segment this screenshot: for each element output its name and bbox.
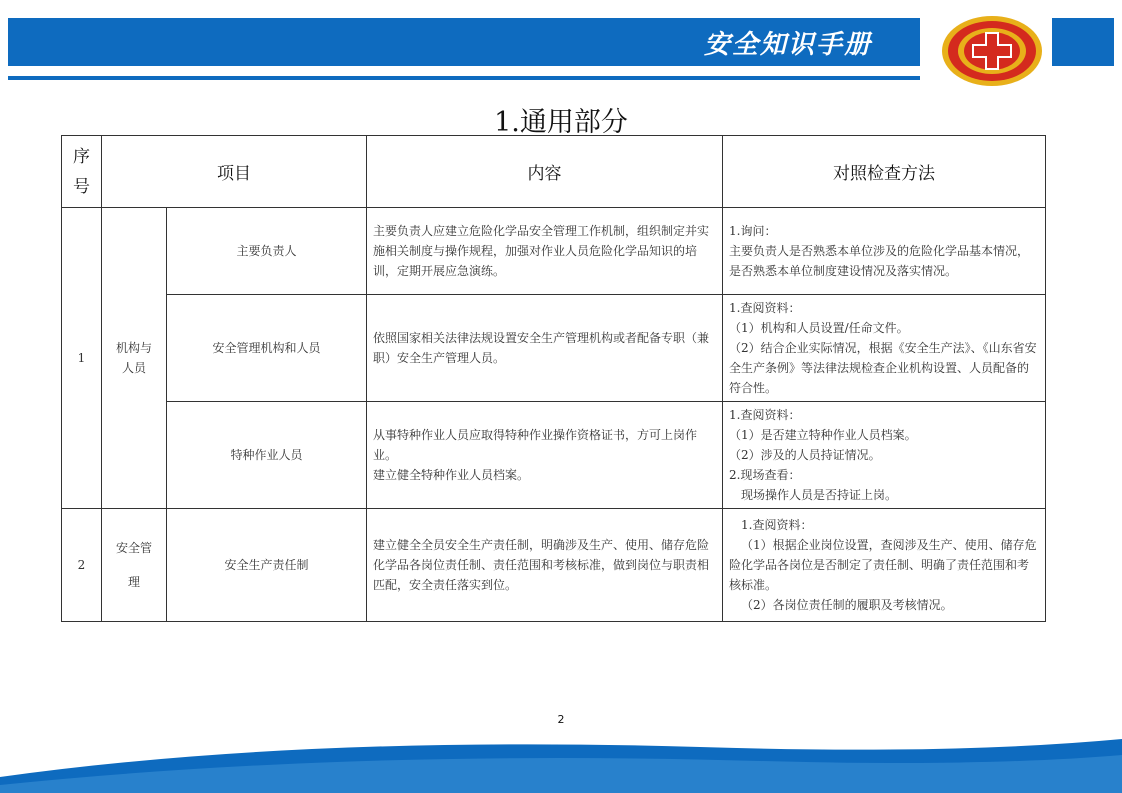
table-row bbox=[62, 208, 1046, 295]
header-method: 对照检查方法 bbox=[723, 136, 1046, 208]
row-item: 安全管理机构和人员 bbox=[167, 295, 367, 402]
table-header-row bbox=[62, 136, 1046, 208]
method-line: （2）结合企业实际情况，根据《安全生产法》、《山东省安全生产条例》等法律法规检查企业机构设置、人员配备的符合性。 bbox=[729, 341, 1037, 395]
method-line: 2.现场查看： bbox=[729, 468, 801, 482]
method-line: （2）涉及的人员持证情况。 bbox=[729, 448, 881, 462]
table-row bbox=[62, 402, 1046, 509]
header-banner-right bbox=[1052, 18, 1114, 66]
row-num: 2 bbox=[62, 509, 102, 622]
row-content bbox=[367, 402, 723, 509]
row-content bbox=[367, 208, 723, 295]
content-line: 主要负责人应建立危险化学品安全管理工作机制，组织制定并实施相关制度与操作规程，加强对作业人员危险化学品知识的培训，定期开展应急演练。 bbox=[373, 224, 710, 278]
method-line: （1）机构和人员设置/任命文件。 bbox=[729, 321, 909, 335]
row-method bbox=[723, 402, 1046, 509]
row-method bbox=[723, 295, 1046, 402]
inspection-table bbox=[61, 135, 1046, 622]
row-num: 1 bbox=[62, 208, 102, 509]
header-title: 安全知识手册 bbox=[703, 30, 872, 60]
row-method bbox=[723, 509, 1046, 622]
row-item: 主要负责人 bbox=[167, 208, 367, 295]
page-number: 2 bbox=[557, 713, 565, 726]
method-line: 主要负责人是否熟悉本单位涉及的危险化学品基本情况，是否熟悉本单位制度建设情况及落实情况。 bbox=[729, 244, 1030, 278]
row-item: 安全生产责任制 bbox=[167, 509, 367, 622]
content-line: 从事特种作业人员应取得特种作业操作资格证书，方可上岗作业。 bbox=[373, 428, 698, 462]
content-line: 依照国家相关法律法规设置安全生产管理机构或者配备专职（兼职）安全生产管理人员。 bbox=[373, 331, 710, 365]
header-content: 内容 bbox=[367, 136, 723, 208]
row-method bbox=[723, 208, 1046, 295]
method-line: 1.询问： bbox=[729, 224, 777, 238]
content-line: 建立健全特种作业人员档案。 bbox=[373, 468, 530, 482]
content-line: 建立健全全员安全生产责任制，明确涉及生产、使用、储存危险化学品各岗位责任制、责任范围和考核标准，做到岗位与职责相匹配，安全责任落实到位。 bbox=[373, 538, 710, 592]
row-category: 机构与人员 bbox=[102, 208, 167, 509]
method-line: 现场操作人员是否持证上岗。 bbox=[741, 488, 898, 502]
header-stripe bbox=[8, 66, 920, 80]
method-line: 1.查阅资料： bbox=[729, 408, 801, 422]
header-item: 项目 bbox=[102, 136, 367, 208]
safety-emblem-icon bbox=[938, 14, 1046, 88]
method-line: 1.查阅资料： bbox=[741, 518, 813, 532]
row-category: 安全管理 bbox=[102, 509, 167, 622]
page-title: 1.通用部分 bbox=[494, 107, 628, 138]
method-line: （1）根据企业岗位设置，查阅涉及生产、使用、储存危险化学品各岗位是否制定了责任制、明确了责任范围和考核标准。 bbox=[729, 538, 1037, 592]
row-item: 特种作业人员 bbox=[167, 402, 367, 509]
header-num: 序号 bbox=[62, 136, 102, 208]
method-line: （2）各岗位责任制的履职及考核情况。 bbox=[741, 598, 953, 612]
footer-wave bbox=[0, 735, 1122, 793]
method-line: 1.查阅资料： bbox=[729, 301, 801, 315]
row-content bbox=[367, 509, 723, 622]
table-row bbox=[62, 295, 1046, 402]
row-content bbox=[367, 295, 723, 402]
method-line: （1）是否建立特种作业人员档案。 bbox=[729, 428, 917, 442]
table-row bbox=[62, 509, 1046, 622]
